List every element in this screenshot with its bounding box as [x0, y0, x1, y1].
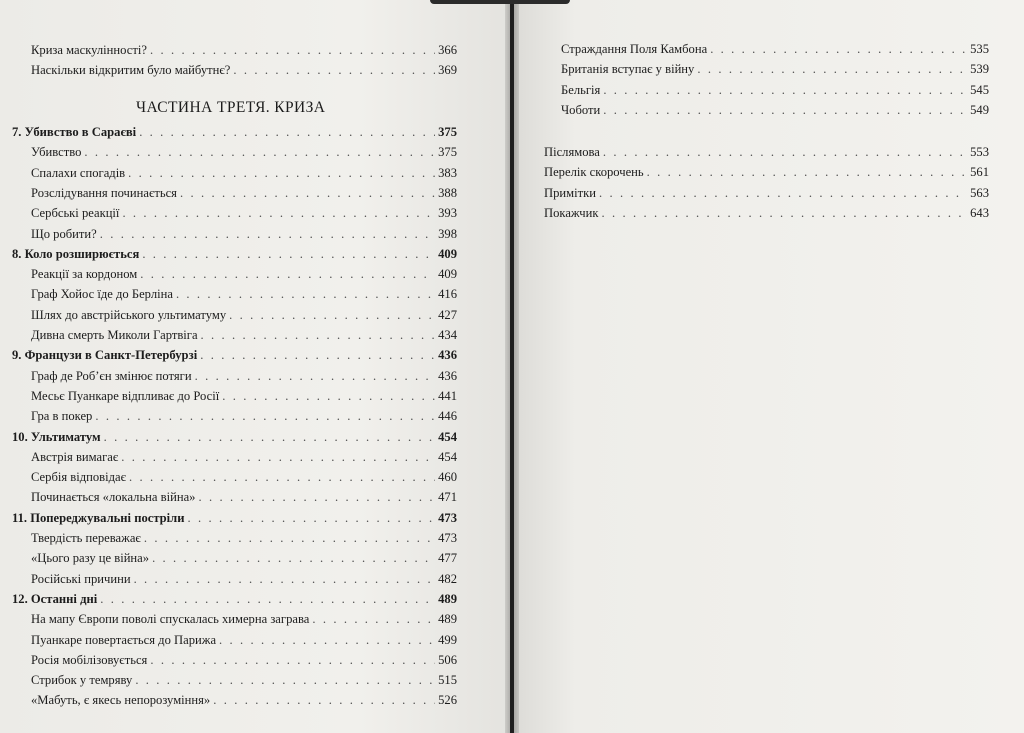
toc-entry-title: Страждання Поля Камбона	[561, 42, 708, 56]
toc-entry-page: 369	[438, 63, 457, 77]
toc-entry-title: Сербські реакції	[31, 206, 120, 221]
toc-leader-dots	[647, 164, 967, 180]
toc-leader-dots	[200, 347, 435, 363]
toc-leader-dots	[129, 469, 435, 485]
toc-leader-dots	[150, 42, 435, 58]
toc-entry	[31, 530, 457, 546]
toc-entry	[31, 144, 457, 160]
toc-entry-page: 563	[970, 185, 989, 200]
toc-entry	[31, 185, 457, 201]
toc-entry-title: 10. Ультиматум	[12, 429, 101, 444]
toc-leader-dots	[201, 327, 436, 343]
toc-leader-dots	[603, 144, 967, 160]
toc-chapter-entry	[12, 510, 457, 526]
toc-entry-title: Дивна смерть Миколи Гартвіга	[31, 328, 198, 342]
toc-entry-title: Месьє Пуанкаре відпливає до Росії	[31, 388, 220, 403]
toc-entry-title: Перелік скорочень	[544, 165, 644, 180]
toc-entry	[31, 632, 457, 648]
toc-entry-title: 9. Французи в Санкт-Петербурзі	[12, 348, 198, 363]
toc-entry	[31, 571, 457, 587]
toc-leader-dots	[100, 226, 435, 242]
toc-leader-dots	[121, 449, 435, 465]
toc-entry-title: Криза маскулінності?	[31, 43, 147, 57]
left-page	[0, 0, 510, 733]
toc-entry-title: Післямова	[544, 145, 600, 159]
toc-entry	[31, 42, 457, 58]
toc-entry	[31, 165, 457, 181]
toc-entry-title: Починається «локальна війна»	[31, 490, 196, 505]
toc-entry-page: 398	[438, 226, 457, 241]
toc-entry	[31, 408, 457, 424]
toc-entry	[31, 489, 457, 505]
toc-entry-page: 643	[970, 205, 989, 220]
right-page	[514, 0, 1024, 733]
toc-entry-title: Примітки	[544, 185, 596, 200]
toc-entry	[31, 226, 457, 242]
toc-entry	[544, 185, 989, 201]
toc-entry-page: 515	[438, 673, 457, 688]
toc-entry-page: 375	[438, 145, 457, 160]
toc-entry-title: «Мабуть, є якесь непорозуміння»	[31, 693, 211, 708]
toc-leader-dots	[180, 185, 435, 201]
toc-entry	[31, 327, 457, 343]
toc-leader-dots	[198, 489, 435, 505]
toc-entry-page: 383	[438, 165, 457, 180]
toc-entry-page: 553	[970, 145, 989, 159]
toc-entry-title: Чоботи	[561, 102, 601, 117]
toc-entry	[544, 205, 989, 221]
toc-entry-page: 561	[970, 165, 989, 180]
toc-leader-dots	[122, 205, 435, 221]
book-gutter	[505, 0, 519, 733]
toc-leader-dots	[603, 82, 967, 98]
toc-entry-title: 12. Останні дні	[12, 591, 98, 606]
toc-entry	[31, 469, 457, 485]
toc-entry	[561, 61, 989, 77]
toc-leader-dots	[222, 388, 435, 404]
toc-entry-page: 375	[438, 125, 457, 139]
toc-entry-title: Що робити?	[31, 226, 97, 241]
toc-entry-page: 434	[438, 328, 457, 342]
toc-entry-page: 471	[438, 490, 457, 505]
toc-entry	[31, 692, 457, 708]
toc-entry	[31, 388, 457, 404]
toc-leader-dots	[84, 144, 435, 160]
scanner-edge	[430, 0, 570, 4]
toc-entry	[31, 611, 457, 627]
toc-entry-page: 535	[970, 42, 989, 56]
toc-entry-title: Покажчик	[544, 205, 599, 220]
toc-leader-dots	[195, 368, 436, 384]
toc-entry	[561, 82, 989, 98]
toc-entry-page: 482	[438, 571, 457, 586]
toc-chapter-entry	[12, 591, 457, 607]
toc-entry-title: На мапу Європи поволі спускалась химерна заграва	[31, 612, 310, 627]
toc-entry-title: Спалахи спогадів	[31, 165, 126, 180]
toc-leader-dots	[188, 510, 436, 526]
toc-entry	[544, 164, 989, 180]
toc-leader-dots	[213, 692, 435, 708]
toc-entry-title: Реакції за кордоном	[31, 267, 138, 282]
toc-entry	[31, 550, 457, 566]
part-title: ЧАСТИНА ТРЕТЯ. КРИЗА	[136, 99, 326, 116]
toc-entry-page: 366	[438, 43, 457, 57]
toc-leader-dots	[603, 102, 967, 118]
toc-entry	[31, 286, 457, 302]
toc-entry-page: 499	[438, 632, 457, 647]
toc-leader-dots	[128, 165, 435, 181]
toc-entry-title: Британія вступає у війну	[561, 62, 695, 77]
toc-entry-page: 489	[438, 591, 457, 606]
toc-entry-page: 454	[438, 429, 457, 444]
toc-entry-page: 436	[438, 348, 457, 363]
toc-leader-dots	[176, 286, 435, 302]
toc-entry-title: Убивство	[31, 145, 82, 160]
toc-leader-dots	[142, 246, 435, 262]
toc-entry-page: 506	[438, 652, 457, 667]
toc-leader-dots	[144, 530, 435, 546]
toc-entry-title: Граф де Роб’єн змінює потяги	[31, 368, 192, 383]
toc-entry-title: 8. Коло розширюється	[12, 246, 140, 261]
toc-entry-title: Гра в покер	[31, 409, 93, 424]
toc-entry-title: Пуанкаре повертається до Парижа	[31, 632, 217, 647]
toc-entry-page: 441	[438, 388, 457, 403]
toc-entry-title: Розслідування починається	[31, 185, 177, 200]
toc-entry-title: Бельгія	[561, 82, 601, 97]
toc-entry-page: 409	[438, 246, 457, 261]
toc-entry	[31, 205, 457, 221]
toc-entry	[31, 368, 457, 384]
toc-entry-page: 454	[438, 449, 457, 464]
toc-leader-dots	[312, 611, 435, 627]
toc-entry-page: 539	[970, 62, 989, 77]
toc-entry	[31, 266, 457, 282]
toc-entry	[31, 62, 457, 78]
toc-entry-title: Граф Хойос їде до Берліна	[31, 287, 173, 302]
toc-entry-title: 7. Убивство в Сараєві	[12, 125, 137, 139]
toc-entry-page: 436	[438, 368, 457, 383]
toc-entry-title: Твердість переважає	[31, 531, 141, 545]
toc-entry	[561, 102, 989, 118]
toc-entry-title: Австрія вимагає	[31, 449, 119, 464]
toc-entry-page: 549	[970, 102, 989, 117]
toc-chapter-entry	[12, 124, 457, 140]
toc-entry-page: 477	[438, 551, 457, 566]
toc-entry-page: 427	[438, 307, 457, 322]
toc-leader-dots	[602, 205, 968, 221]
toc-entry-page: 446	[438, 409, 457, 424]
toc-leader-dots	[219, 632, 435, 648]
toc-entry	[31, 307, 457, 323]
toc-leader-dots	[233, 62, 435, 78]
toc-leader-dots	[100, 591, 435, 607]
toc-entry-title: Шлях до австрійського ультиматуму	[31, 307, 227, 322]
toc-entry-title: Сербія відповідає	[31, 470, 127, 485]
toc-leader-dots	[599, 185, 967, 201]
toc-entry	[31, 449, 457, 465]
toc-entry	[544, 144, 989, 160]
toc-entry-title: Російські причини	[31, 571, 131, 586]
toc-entry-page: 545	[970, 82, 989, 97]
toc-leader-dots	[104, 429, 436, 445]
toc-entry-page: 416	[438, 287, 457, 302]
toc-entry-page: 409	[438, 267, 457, 282]
toc-chapter-entry	[12, 429, 457, 445]
toc-leader-dots	[95, 408, 435, 424]
toc-leader-dots	[710, 41, 967, 57]
toc-entry-page: 388	[438, 185, 457, 200]
toc-leader-dots	[150, 652, 435, 668]
toc-entry-page: 473	[438, 510, 457, 525]
toc-entry-page: 526	[438, 693, 457, 708]
toc-entry-title: Стрибок у темряву	[31, 673, 133, 688]
toc-entry-page: 460	[438, 470, 457, 485]
toc-leader-dots	[135, 672, 435, 688]
toc-entry	[31, 672, 457, 688]
toc-entry-title: 11. Попереджувальні постріли	[12, 510, 185, 525]
toc-entry	[31, 652, 457, 668]
toc-leader-dots	[229, 307, 435, 323]
toc-leader-dots	[134, 571, 436, 587]
toc-leader-dots	[139, 124, 435, 140]
toc-chapter-entry	[12, 246, 457, 262]
toc-entry-page: 393	[438, 206, 457, 221]
toc-entry-page: 489	[438, 612, 457, 627]
toc-chapter-entry	[12, 347, 457, 363]
toc-entry	[561, 41, 989, 57]
toc-leader-dots	[152, 550, 435, 566]
toc-leader-dots	[140, 266, 435, 282]
toc-entry-title: Росія мобілізовується	[31, 652, 148, 667]
toc-leader-dots	[697, 61, 967, 77]
toc-entry-title: Наскільки відкритим було майбутнє?	[31, 63, 231, 77]
toc-entry-page: 473	[438, 531, 457, 545]
toc-entry-title: «Цього разу це війна»	[31, 551, 150, 566]
